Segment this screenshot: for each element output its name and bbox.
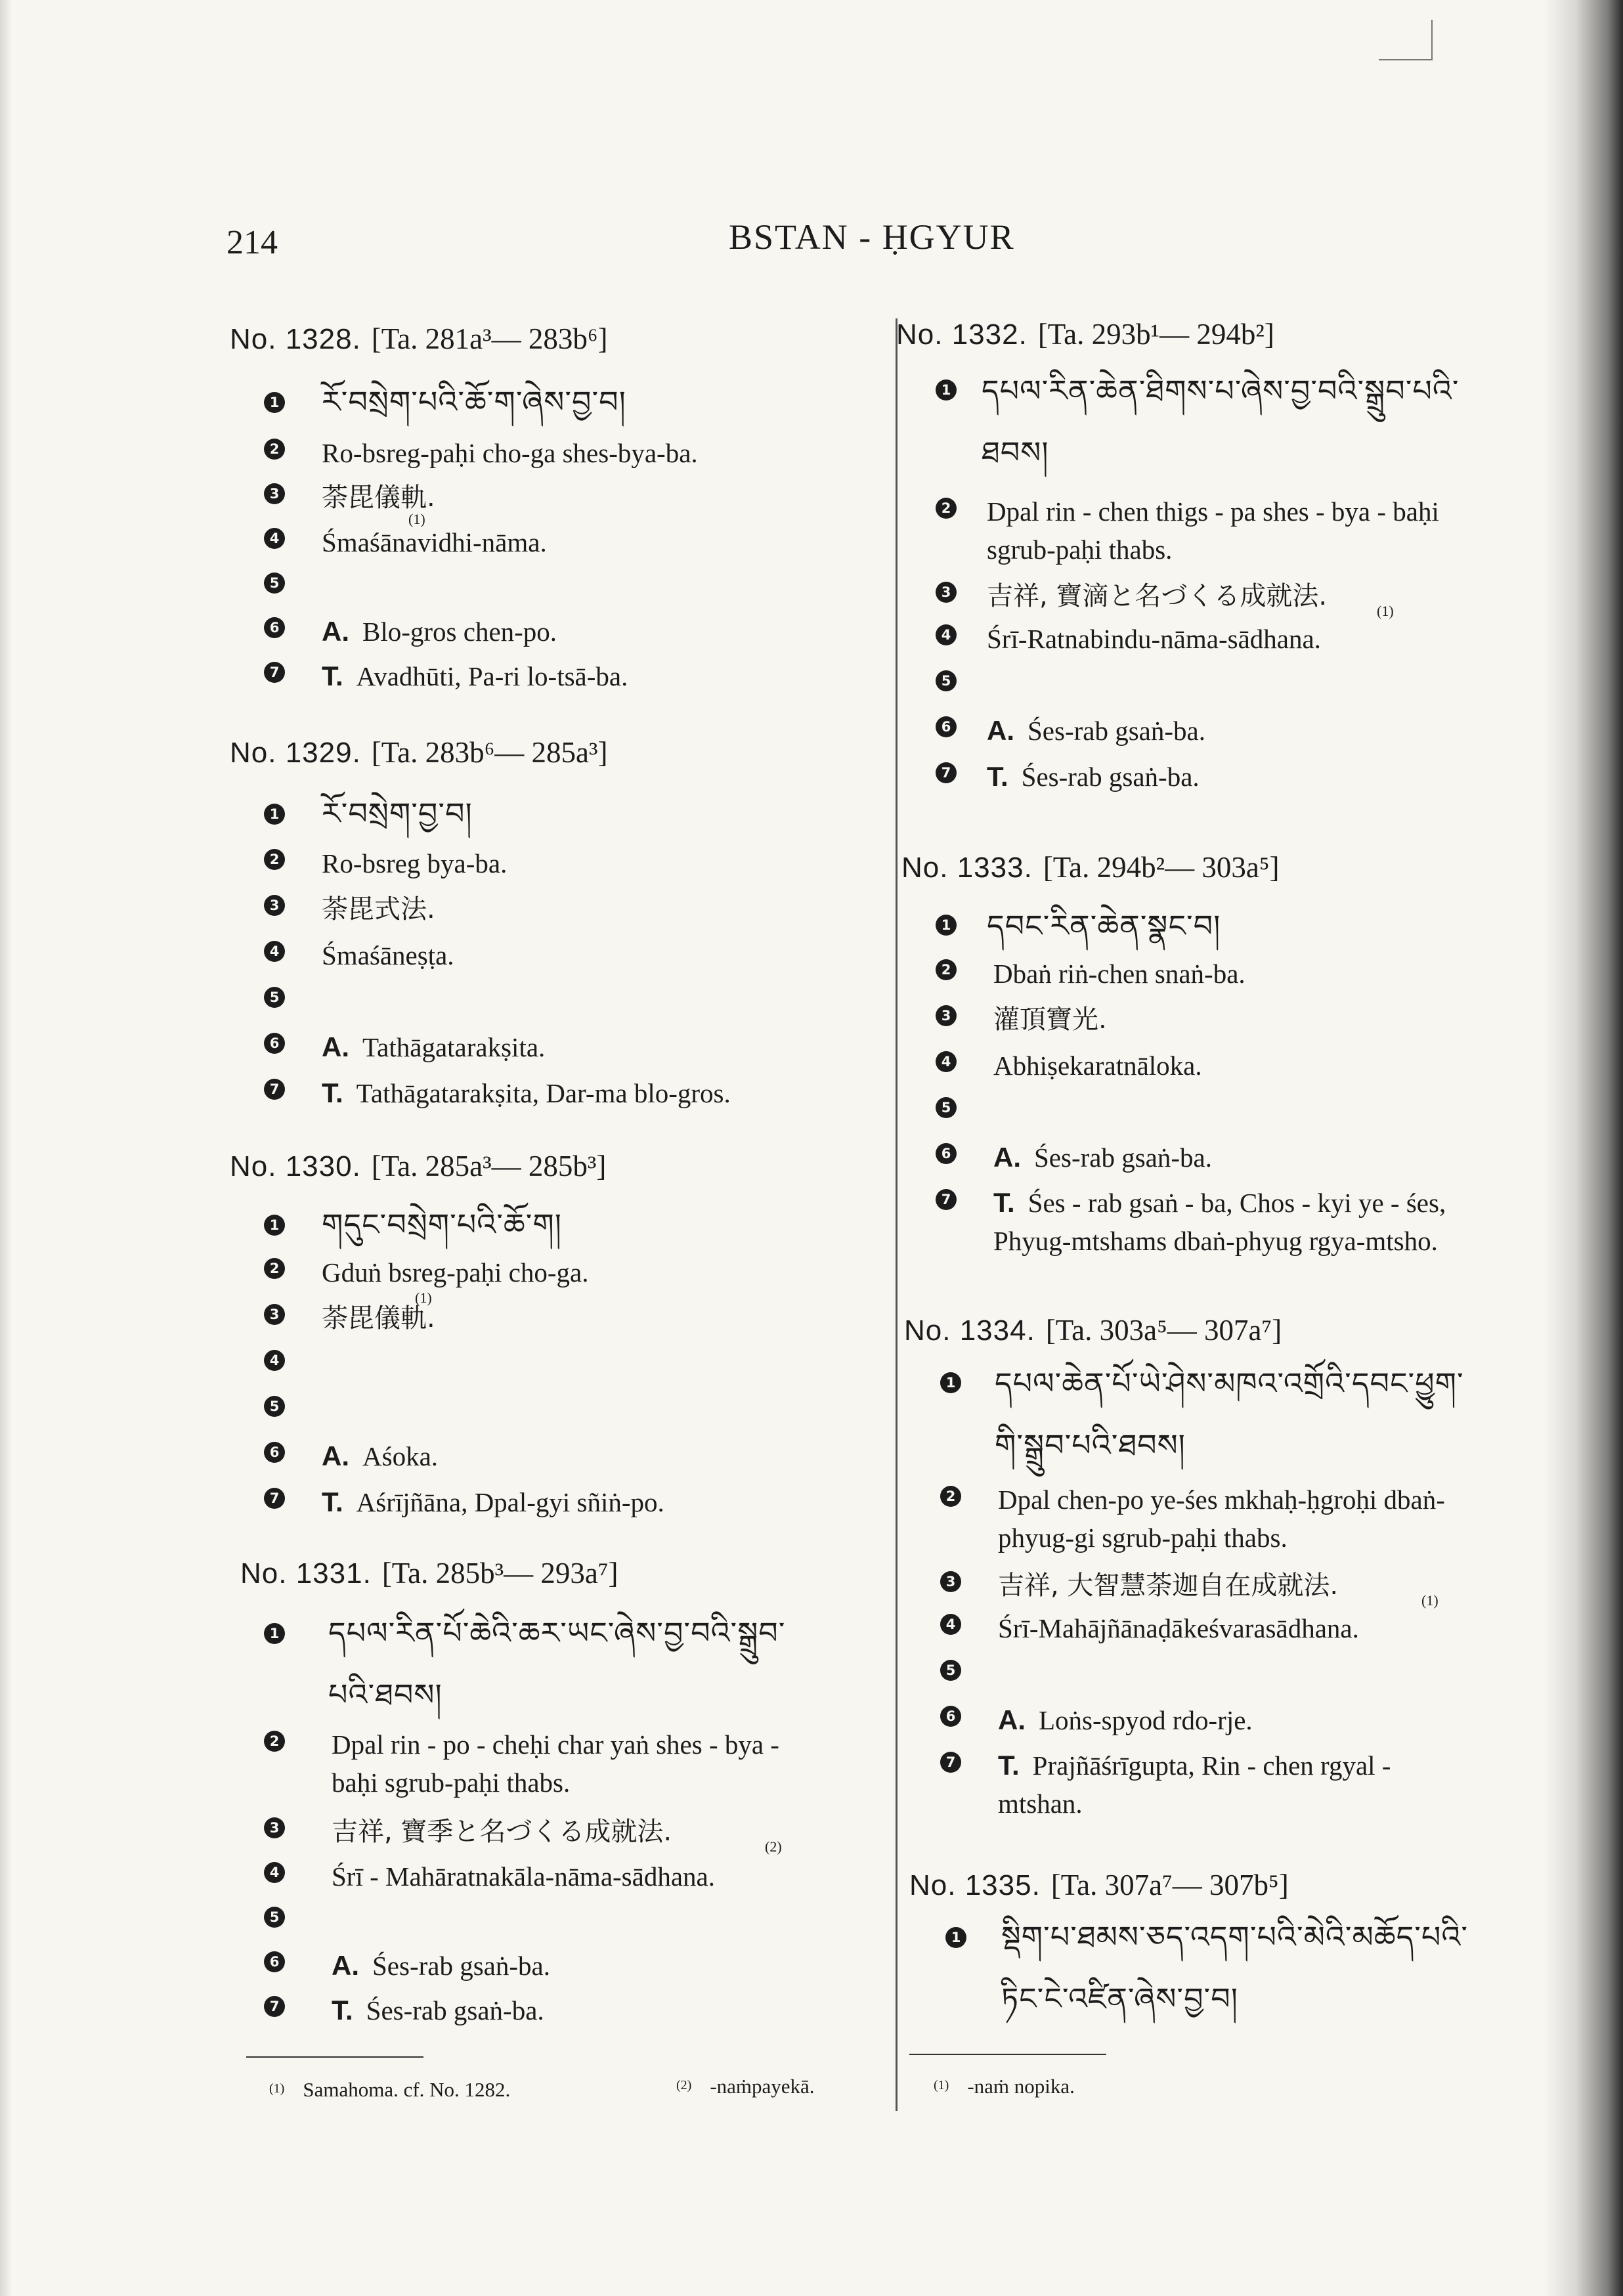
entry-header bbox=[240, 1556, 618, 1590]
marker-3: 3 bbox=[940, 1571, 961, 1592]
tibetan-title-line-2: གི་སྒྲུབ་པའི་ཐབས། bbox=[995, 1427, 1186, 1463]
entry-number: No. 1335. bbox=[909, 1869, 1041, 1901]
translator-name: Avadhūti, Pa-ri lo-tsā-ba. bbox=[356, 661, 628, 691]
tibetan-title-line-2: པའི་ཐབས། bbox=[328, 1677, 443, 1712]
entry-number: No. 1330. bbox=[230, 1150, 361, 1182]
chinese-title: 灌頂寶光. bbox=[993, 1005, 1107, 1035]
author-label: A. bbox=[332, 1950, 359, 1981]
author-label: A. bbox=[322, 1031, 349, 1062]
marker-6: 6 bbox=[264, 617, 285, 638]
entry-reference: [Ta. 283b⁶— 285a³] bbox=[371, 736, 608, 769]
footnote-ref: (1) bbox=[408, 511, 425, 527]
entry-number: No. 1331. bbox=[240, 1557, 372, 1590]
marker-1: 1 bbox=[936, 379, 957, 401]
chinese-title: 荼毘儀軌. bbox=[322, 1303, 435, 1333]
marker-3: 3 bbox=[264, 1817, 285, 1838]
marker-6: 6 bbox=[936, 1143, 957, 1164]
marker-5: 5 bbox=[936, 670, 957, 691]
marker-2: 2 bbox=[264, 439, 285, 460]
author-name: Śes-rab gsaṅ-ba. bbox=[1034, 1142, 1212, 1173]
entry-header bbox=[901, 850, 1280, 884]
corner-scan-mark bbox=[1379, 20, 1433, 60]
translator-name-line-1: Prajñāśrīgupta, Rin - chen rgyal - bbox=[1032, 1750, 1391, 1781]
marker-6: 6 bbox=[940, 1706, 961, 1727]
translator-name-line-2: Phyug-mtshams dbaṅ-phyug rgya-mtsho. bbox=[993, 1226, 1438, 1256]
marker-2: 2 bbox=[264, 1258, 285, 1279]
tibetan-title-line-1: དཔལ་རིན་པོ་ཆེའི་ཆར་ཡང་ཞེས་བྱ་བའི་སྒྲུབ་ bbox=[328, 1615, 786, 1651]
author-name: Blo-gros chen-po. bbox=[362, 617, 557, 647]
entry-number: No. 1333. bbox=[901, 852, 1033, 884]
marker-7: 7 bbox=[940, 1752, 961, 1773]
author-name: Tathāgatarakṣita. bbox=[362, 1032, 546, 1062]
translator-name: Śes-rab gsaṅ-ba. bbox=[366, 1995, 544, 2025]
marker-5: 5 bbox=[264, 573, 285, 594]
chinese-title: 荼毘式法. bbox=[322, 894, 435, 924]
marker-2: 2 bbox=[936, 959, 957, 980]
author-label: A. bbox=[322, 1440, 349, 1471]
tibetan-title: དབང་རིན་ཆེན་སྣང་བ། bbox=[987, 908, 1221, 943]
tibetan-title-line-2: ཐབས། bbox=[982, 435, 1049, 470]
marker-5: 5 bbox=[264, 1907, 285, 1928]
page-number: 214 bbox=[227, 224, 278, 261]
marker-1: 1 bbox=[940, 1372, 961, 1393]
entry-reference: [Ta. 285a³— 285b³] bbox=[371, 1150, 607, 1182]
tibetan-title: རོ་བསྲེག་བྱ་བ། bbox=[322, 796, 473, 831]
footnote-2 bbox=[676, 2075, 815, 2098]
entry-header bbox=[904, 1313, 1282, 1347]
marker-3: 3 bbox=[264, 483, 285, 504]
entry-header bbox=[230, 1149, 606, 1183]
romanized-title-line-2: sgrub-paḥi thabs. bbox=[987, 534, 1173, 565]
marker-5: 5 bbox=[264, 987, 285, 1008]
romanized-title-line-1: Dpal rin - chen thigs - pa shes - bya - baḥi bbox=[987, 496, 1439, 527]
marker-7: 7 bbox=[264, 1079, 285, 1100]
marker-7: 7 bbox=[264, 662, 285, 683]
footnote-1 bbox=[269, 2078, 510, 2102]
author-name: Śes-rab gsaṅ-ba. bbox=[1028, 716, 1205, 746]
romanized-title-line-1: Dpal rin - po - cheḥi char yaṅ shes - bya - bbox=[332, 1729, 779, 1760]
footnote-mark: (1) bbox=[269, 2081, 285, 2096]
chinese-title: 吉祥, 寶季と名づくる成就法. bbox=[332, 1817, 672, 1847]
marker-6: 6 bbox=[264, 1033, 285, 1054]
romanized-title-line-2: baḥi sgrub-paḥi thabs. bbox=[332, 1767, 571, 1798]
chinese-title: 荼毘儀軌. bbox=[322, 483, 435, 513]
sanskrit-title: Śmaśāneṣṭa. bbox=[322, 940, 454, 970]
tibetan-title-line-1: དཔལ་ཆེན་པོ་ཡེ་ཤེས་མཁའ་འགྲོའི་དབང་ཕྱུག་ bbox=[995, 1366, 1464, 1401]
translator-name-line-1: Śes - rab gsaṅ - ba, Chos - kyi ye - śes, bbox=[1028, 1188, 1446, 1218]
marker-2: 2 bbox=[264, 1731, 285, 1752]
page-shadow-right bbox=[1544, 0, 1623, 2296]
marker-1: 1 bbox=[264, 804, 285, 825]
romanized-title: Ro-bsreg bya-ba. bbox=[322, 848, 508, 878]
marker-4: 4 bbox=[264, 1862, 285, 1883]
sanskrit-title: Śrī-Ratnabindu-nāma-sādhana. bbox=[987, 624, 1321, 654]
entry-reference: [Ta. 293b¹— 294b²] bbox=[1037, 318, 1274, 351]
running-title: BSTAN - ḤGYUR bbox=[729, 217, 1015, 257]
marker-6: 6 bbox=[936, 716, 957, 737]
marker-4: 4 bbox=[264, 941, 285, 962]
marker-4: 4 bbox=[264, 1350, 285, 1371]
footnote-text: Samahoma. cf. No. 1282. bbox=[303, 2078, 511, 2101]
entry-reference: [Ta. 303a⁵— 307a⁷] bbox=[1045, 1314, 1282, 1347]
author-label: A. bbox=[987, 715, 1014, 746]
translator-label: T. bbox=[987, 761, 1008, 792]
footnote-text: -naṁ nopika. bbox=[967, 2075, 1075, 2098]
marker-4: 4 bbox=[940, 1614, 961, 1635]
footnote-ref: (1) bbox=[415, 1289, 432, 1306]
marker-5: 5 bbox=[936, 1097, 957, 1118]
marker-2: 2 bbox=[264, 849, 285, 870]
translator-name: Śes-rab gsaṅ-ba. bbox=[1021, 762, 1200, 792]
column-divider bbox=[896, 318, 898, 2111]
footnote-ref: (1) bbox=[1377, 603, 1394, 619]
sanskrit-title: Śrī - Mahāratnakāla-nāma-sādhana. bbox=[332, 1861, 715, 1892]
entry-reference: [Ta. 281a³— 283b⁶] bbox=[371, 322, 608, 355]
translator-name: Tathāgatarakṣita, Dar-ma blo-gros. bbox=[356, 1078, 731, 1108]
marker-4: 4 bbox=[936, 1051, 957, 1072]
marker-4: 4 bbox=[936, 624, 957, 645]
sanskrit-title: Śmaśānavidhi-nāma. bbox=[322, 527, 547, 557]
footnote-rule bbox=[909, 2054, 1106, 2055]
author-name: Śes-rab gsaṅ-ba. bbox=[372, 1951, 550, 1981]
entry-number: No. 1328. bbox=[230, 323, 361, 355]
romanized-title: Ro-bsreg-paḥi cho-ga shes-bya-ba. bbox=[322, 438, 698, 468]
entry-number: No. 1332. bbox=[896, 318, 1028, 351]
marker-1: 1 bbox=[945, 1927, 966, 1948]
translator-label: T. bbox=[322, 661, 343, 691]
translator-label: T. bbox=[322, 1077, 343, 1108]
marker-1: 1 bbox=[936, 915, 957, 936]
marker-3: 3 bbox=[936, 1005, 957, 1026]
marker-5: 5 bbox=[264, 1396, 285, 1417]
page-shadow-left bbox=[0, 0, 12, 2296]
translator-label: T. bbox=[993, 1187, 1015, 1218]
entry-reference: [Ta. 285b³— 293a⁷] bbox=[381, 1557, 618, 1590]
marker-3: 3 bbox=[936, 582, 957, 603]
translator-name: Aśrījñāna, Dpal-gyi sñiṅ-po. bbox=[356, 1487, 664, 1517]
footnote-mark: (1) bbox=[934, 2078, 949, 2092]
entry-header bbox=[896, 317, 1274, 351]
entry-number: No. 1334. bbox=[904, 1314, 1035, 1347]
marker-1: 1 bbox=[264, 1215, 285, 1236]
author-name: Loṅs-spyod rdo-rje. bbox=[1039, 1705, 1253, 1735]
marker-6: 6 bbox=[264, 1951, 285, 1972]
footnote-rule bbox=[246, 2056, 423, 2058]
translator-label: T. bbox=[322, 1486, 343, 1517]
footnote-text: -naṁpayekā. bbox=[710, 2075, 815, 2098]
tibetan-title: རོ་བསྲེག་པའི་ཆོ་ག་ཞེས་བྱ་བ། bbox=[322, 384, 626, 420]
footnote-1 bbox=[934, 2075, 1075, 2098]
tibetan-title: གདུང་བསྲེག་པའི་ཆོ་ག། bbox=[322, 1207, 562, 1242]
chinese-title: 吉祥, 大智慧荼迦自在成就法. bbox=[998, 1570, 1339, 1601]
footnote-ref: (1) bbox=[1421, 1592, 1439, 1609]
footnote-mark: (2) bbox=[676, 2078, 692, 2092]
translator-label: T. bbox=[998, 1750, 1020, 1781]
marker-7: 7 bbox=[264, 1996, 285, 2017]
romanized-title-line-2: phyug-gi sgrub-paḥi thabs. bbox=[998, 1523, 1288, 1553]
entry-reference: [Ta. 294b²— 303a⁵] bbox=[1043, 851, 1280, 884]
marker-7: 7 bbox=[264, 1488, 285, 1509]
marker-7: 7 bbox=[936, 1189, 957, 1210]
tibetan-title-line-2: ཏིང་ངེ་འཛིན་ཞེས་བྱ་བ། bbox=[1001, 1981, 1238, 2016]
marker-1: 1 bbox=[264, 392, 285, 413]
marker-3: 3 bbox=[264, 1304, 285, 1325]
entry-header bbox=[230, 322, 608, 356]
romanized-title: Gduṅ bsreg-paḥi cho-ga. bbox=[322, 1257, 589, 1288]
marker-2: 2 bbox=[940, 1486, 961, 1507]
author-name: Aśoka. bbox=[362, 1441, 439, 1471]
chinese-title: 吉祥, 寶滴と名づくる成就法. bbox=[987, 581, 1328, 611]
translator-label: T. bbox=[332, 1995, 353, 2025]
marker-7: 7 bbox=[936, 762, 957, 783]
romanized-title-line-1: Dpal chen-po ye-śes mkhaḥ-ḥgroḥi dbaṅ- bbox=[998, 1484, 1445, 1515]
entry-reference: [Ta. 307a⁷— 307b⁵] bbox=[1050, 1869, 1289, 1901]
marker-5: 5 bbox=[940, 1660, 961, 1681]
marker-3: 3 bbox=[264, 895, 285, 916]
sanskrit-title: Abhiṣekaratnāloka. bbox=[993, 1051, 1202, 1081]
author-label: A. bbox=[993, 1142, 1021, 1173]
marker-4: 4 bbox=[264, 528, 285, 549]
entry-header bbox=[230, 735, 608, 769]
author-label: A. bbox=[998, 1704, 1026, 1735]
footnote-ref: (2) bbox=[765, 1838, 782, 1855]
author-label: A. bbox=[322, 616, 349, 647]
tibetan-title-line-1: སྡིག་པ་ཐམས་ཅད་འདག་པའི་མེའི་མཆོད་པའི་ bbox=[1001, 1919, 1468, 1955]
tibetan-title-line-1: དཔལ་རིན་ཆེན་ཐིགས་པ་ཞེས་བྱ་བའི་སྒྲུབ་པའི་ bbox=[982, 373, 1460, 408]
sanskrit-title: Śrī-Mahājñānaḍākeśvarasādhana. bbox=[998, 1613, 1359, 1643]
romanized-title: Dbaṅ riṅ-chen snaṅ-ba. bbox=[993, 959, 1245, 989]
marker-2: 2 bbox=[936, 498, 957, 519]
marker-6: 6 bbox=[264, 1442, 285, 1463]
entry-header bbox=[909, 1868, 1289, 1902]
translator-name-line-2: mtshan. bbox=[998, 1788, 1083, 1819]
marker-1: 1 bbox=[264, 1623, 285, 1644]
entry-number: No. 1329. bbox=[230, 737, 361, 769]
